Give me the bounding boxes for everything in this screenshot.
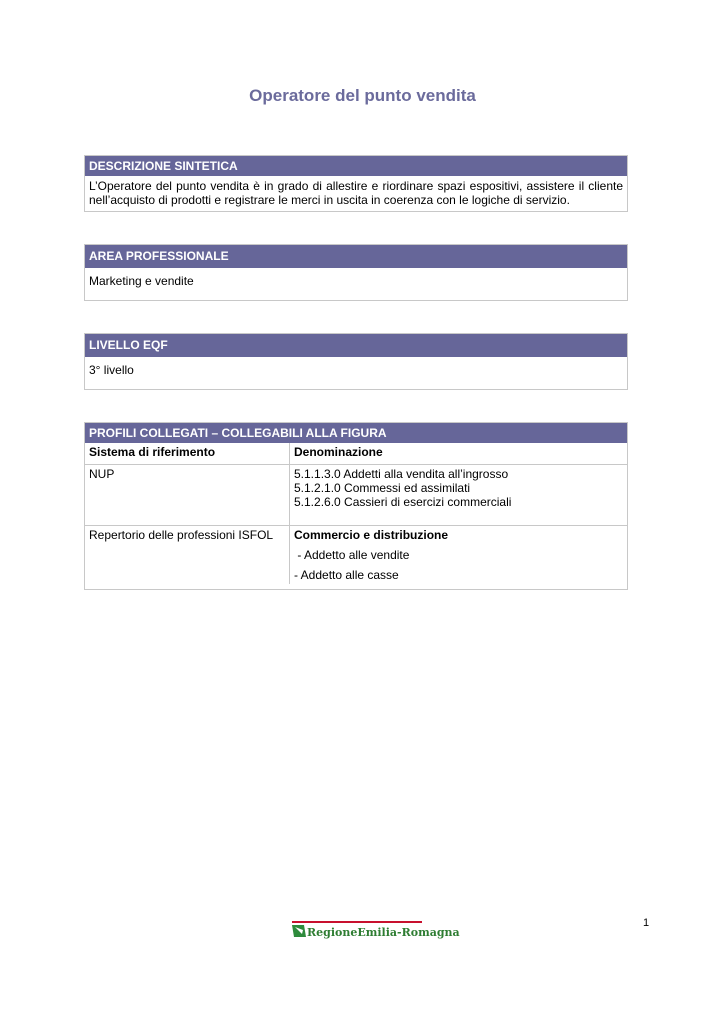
row-sistema: NUP [85, 464, 290, 525]
page-title: Operatore del punto vendita [249, 86, 476, 105]
page-number: 1 [643, 917, 650, 929]
col-header-sistema: Sistema di riferimento [85, 443, 290, 464]
profili-table [85, 443, 627, 584]
descrizione-header: DESCRIZIONE SINTETICA [85, 156, 627, 176]
area-section [84, 244, 628, 301]
logo-text: RegioneEmilia-Romagna [307, 926, 460, 939]
livello-text: 3° livello [89, 363, 134, 377]
denominazione-line: 5.1.1.3.0 Addetti alla vendita all’ingrosso [294, 466, 509, 481]
descrizione-text: L’Operatore del punto vendita è in grado di allestire e riordinare spazi espositivi, assistere il cliente nell’acquisto di prodotti e registrare le merci in uscita in coerenza con le logiche di servizio. [89, 179, 623, 207]
denominazione-heading: Commercio e distribuzione [294, 527, 449, 542]
row-sistema: Repertorio delle professioni ISFOL [85, 525, 290, 584]
regione-logo [292, 920, 460, 940]
livello-header: LIVELLO EQF [85, 334, 627, 357]
table-row [85, 525, 627, 584]
row-denominazione [290, 464, 628, 525]
denominazione-line: 5.1.2.1.0 Commessi ed assimilati [294, 480, 471, 495]
profili-section [84, 422, 628, 590]
denominazione-line: 5.1.2.6.0 Cassieri di esercizi commerciali [294, 494, 512, 509]
row-denominazione [290, 525, 628, 584]
livello-section [84, 333, 628, 390]
area-header: AREA PROFESSIONALE [85, 245, 627, 268]
area-text: Marketing e vendite [89, 274, 194, 288]
col-header-denominazione: Denominazione [290, 443, 628, 464]
profili-header: PROFILI COLLEGATI – COLLEGABILI ALLA FIGURA [85, 423, 627, 443]
logo-red-bar [292, 921, 422, 923]
table-row [85, 464, 627, 525]
regione-logo-graphic [292, 920, 460, 940]
denominazione-line: - Addetto alle vendite [294, 547, 410, 562]
descrizione-section [84, 155, 628, 212]
denominazione-line: - Addetto alle casse [294, 567, 399, 582]
